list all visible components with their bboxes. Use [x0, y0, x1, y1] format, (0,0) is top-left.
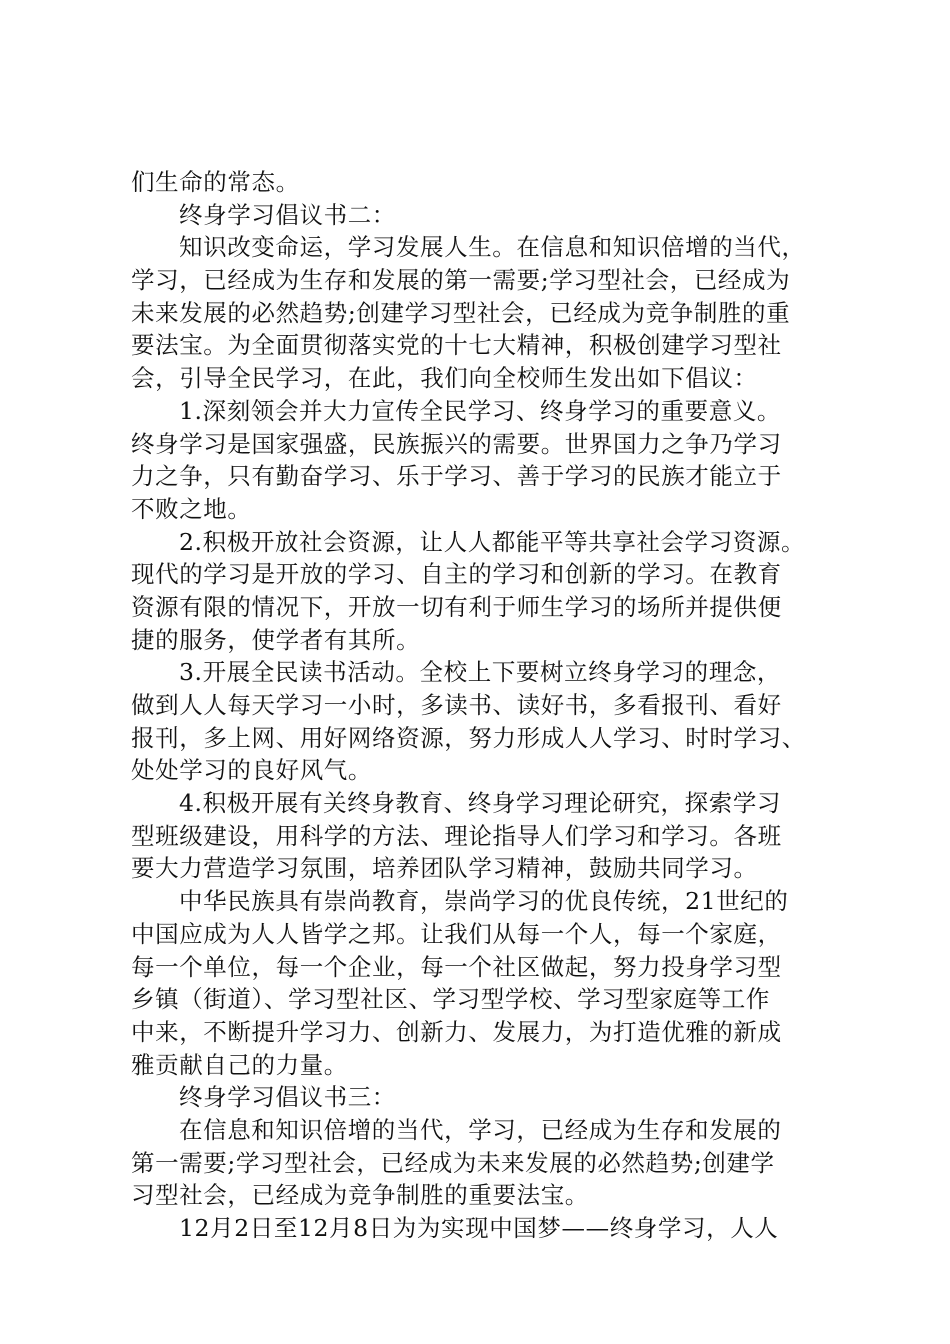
text-line: 乡镇（街道）、学习型社区、学习型学校、学习型家庭等工作 [131, 985, 770, 1014]
text-line: 雅贡献自己的力量。 [131, 1050, 348, 1079]
text-line: 现代的学习是开放的学习、自主的学习和创新的学习。在教育 [131, 560, 782, 589]
text-line: 捷的服务，使学者有其所。 [131, 625, 421, 654]
text-line: 处处学习的良好风气。 [131, 756, 372, 785]
text-line: 知识改变命运，学习发展人生。在信息和知识倍增的当代， [179, 233, 806, 262]
text-line: 3.开展全民读书活动。全校上下要树立终身学习的理念， [179, 658, 782, 687]
text-line: 要大力营造学习氛围，培养团队学习精神，鼓励共同学习。 [131, 854, 758, 883]
text-line: 资源有限的情况下，开放一切有利于师生学习的场所并提供便 [131, 592, 782, 621]
text-line: 中华民族具有崇尚教育，崇尚学习的优良传统，21世纪的 [179, 887, 789, 916]
text-line: 4.积极开展有关终身教育、终身学习理论研究，探索学习 [179, 789, 782, 818]
text-line: 力之争，只有勤奋学习、乐于学习、善于学习的民族才能立于 [131, 462, 782, 491]
text-line: 中来，不断提升学习力、创新力、发展力，为打造优雅的新成 [131, 1017, 782, 1046]
text-line: 在信息和知识倍增的当代，学习，已经成为生存和发展的 [179, 1115, 782, 1144]
text-line: 习型社会，已经成为竞争制胜的重要法宝。 [131, 1181, 589, 1210]
text-line: 第一需要;学习型社会，已经成为未来发展的必然趋势;创建学 [131, 1148, 775, 1177]
text-line: 1.深刻领会并大力宣传全民学习、终身学习的重要意义。 [179, 396, 782, 425]
text-line: 每一个单位，每一个企业，每一个社区做起，努力投身学习型 [131, 952, 782, 981]
text-line: 们生命的常态。 [131, 168, 300, 196]
text-line: 不败之地。 [131, 494, 252, 523]
text-line: 中国应成为人人皆学之邦。让我们从每一个人，每一个家庭， [131, 919, 782, 948]
text-line: 型班级建设，用科学的方法、理论指导人们学习和学习。各班 [131, 821, 782, 850]
text-line: 做到人人每天学习一小时，多读书、读好书，多看报刊、看好 [131, 691, 782, 719]
text-line: 终身学习倡议书二： [179, 200, 396, 229]
document-body [131, 166, 831, 1245]
text-line: 终身学习是国家强盛，民族振兴的需要。世界国力之争乃学习 [131, 429, 782, 458]
text-line: 未来发展的必然趋势;创建学习型社会，已经成为竞争制胜的重 [131, 298, 791, 327]
text-line: 2.积极开放社会资源，让人人都能平等共享社会学习资源。 [179, 527, 806, 556]
text-line: 终身学习倡议书三： [179, 1083, 396, 1112]
text-line: 学习，已经成为生存和发展的第一需要;学习型社会，已经成为 [131, 266, 791, 295]
text-line: 12月2日至12月8日为为实现中国梦——终身学习，人人 [179, 1214, 779, 1242]
text-line: 会，引导全民学习，在此，我们向全校师生发出如下倡议： [131, 364, 758, 393]
text-line: 要法宝。为全面贯彻落实党的十七大精神，积极创建学习型社 [131, 331, 782, 360]
text-line: 报刊，多上网、用好网络资源，努力形成人人学习、时时学习、 [131, 723, 806, 752]
